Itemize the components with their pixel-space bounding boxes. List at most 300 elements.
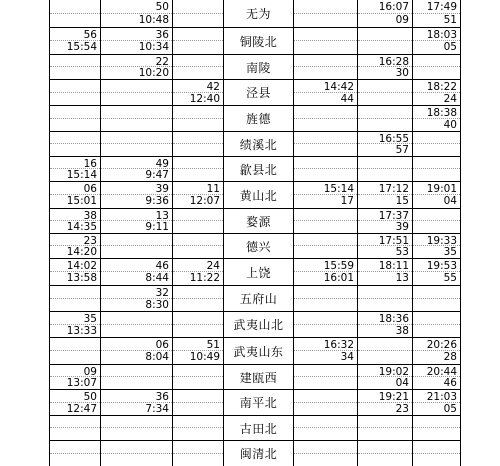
arrival-time: 51 (173, 338, 223, 351)
departure-time (173, 377, 223, 389)
time-cell (50, 234, 100, 258)
arrival-time: 46 (101, 259, 172, 272)
arrival-time: 11 (173, 182, 223, 195)
arrival-time: 14:42 (294, 80, 357, 93)
arrival-time: 32 (101, 286, 172, 299)
departure-time (173, 299, 223, 312)
arrival-time: 49 (101, 157, 172, 169)
time-cell (50, 0, 100, 27)
departure-time (294, 454, 357, 466)
arrival-time: 13 (101, 209, 172, 221)
time-cell (357, 259, 412, 285)
time-cell (100, 312, 172, 337)
time-cell (100, 234, 172, 258)
departure-time: 23 (395, 402, 409, 415)
departure-time (101, 428, 172, 440)
arrival-time (173, 441, 223, 454)
time-cell (412, 80, 460, 105)
time-cell (293, 286, 357, 311)
time-cell (172, 259, 223, 285)
arrival-time: 39 (101, 182, 172, 195)
departure-time (50, 351, 100, 364)
arrival-time (358, 441, 412, 454)
departure-time (413, 67, 460, 79)
departure-time: 11:22 (189, 272, 220, 284)
time-cell (357, 416, 412, 440)
station-name: 南陵 (223, 55, 293, 79)
departure-time: 8:30 (145, 298, 169, 311)
arrival-time (413, 416, 460, 428)
departure-time (173, 169, 223, 181)
departure-time: 09 (395, 13, 409, 26)
arrival-time (101, 416, 172, 428)
arrival-time: 38 (50, 209, 100, 221)
time-cell (50, 106, 100, 131)
time-cell (357, 286, 412, 311)
departure-time: 55 (443, 272, 457, 284)
table-row (50, 234, 460, 259)
departure-time (50, 119, 100, 132)
time-cell (412, 209, 460, 233)
departure-time (50, 144, 100, 156)
arrival-time (50, 132, 100, 144)
time-cell (100, 132, 172, 156)
arrival-time: 18:03 (413, 28, 460, 41)
arrival-time: 16:07 (358, 0, 412, 14)
time-cell (100, 209, 172, 233)
time-cell (293, 312, 357, 337)
time-cell (50, 416, 100, 440)
time-cell (357, 441, 412, 466)
departure-time (294, 144, 357, 156)
arrival-time (294, 286, 357, 299)
arrival-time (173, 416, 223, 428)
table-row (50, 209, 460, 234)
time-cell (172, 55, 223, 79)
departure-time (358, 299, 412, 312)
time-cell (293, 390, 357, 415)
arrival-time: 19:53 (413, 259, 460, 272)
time-cell (357, 209, 412, 233)
arrival-time (50, 55, 100, 67)
departure-time (358, 454, 412, 466)
time-cell (357, 28, 412, 54)
time-cell (172, 157, 223, 181)
departure-time (413, 428, 460, 440)
station-name: 绩溪北 (223, 132, 293, 156)
time-cell (357, 312, 412, 337)
table-row (50, 106, 460, 132)
time-cell (412, 286, 460, 311)
arrival-time: 16:32 (294, 338, 357, 351)
departure-time: 30 (395, 67, 409, 79)
arrival-time (50, 338, 100, 351)
departure-time (294, 67, 357, 79)
time-cell (100, 416, 172, 440)
time-cell (412, 132, 460, 156)
time-cell (172, 0, 223, 27)
departure-time: 24 (443, 92, 457, 105)
departure-time: 53 (395, 246, 409, 258)
table-row (50, 55, 460, 80)
departure-time (101, 246, 172, 258)
arrival-time (173, 390, 223, 403)
departure-time (358, 428, 412, 440)
arrival-time: 15:59 (294, 259, 357, 272)
time-cell (172, 365, 223, 389)
arrival-time (294, 157, 357, 169)
arrival-time (413, 209, 460, 221)
arrival-time (413, 157, 460, 169)
time-cell (357, 106, 412, 131)
table-row (50, 312, 460, 338)
departure-time (358, 169, 412, 181)
station-name: 武夷山北 (223, 312, 293, 337)
table-row (50, 132, 460, 157)
departure-time: 04 (395, 377, 409, 389)
departure-time: 15 (395, 195, 409, 207)
departure-time (50, 299, 100, 312)
departure-time: 9:47 (145, 169, 169, 181)
arrival-time (358, 338, 412, 351)
arrival-time: 17:37 (358, 209, 412, 221)
arrival-time (173, 157, 223, 169)
time-cell (412, 338, 460, 364)
time-cell (293, 106, 357, 131)
time-cell (357, 80, 412, 105)
time-cell (100, 182, 172, 208)
arrival-time: 19:21 (358, 390, 412, 403)
time-cell (100, 28, 172, 54)
departure-time (101, 325, 172, 338)
time-cell (100, 55, 172, 79)
arrival-time (173, 312, 223, 325)
departure-time (173, 41, 223, 54)
departure-time: 15:01 (66, 195, 97, 207)
table-row (50, 338, 460, 365)
arrival-time (50, 106, 100, 119)
time-cell (50, 286, 100, 311)
arrival-time: 36 (101, 390, 172, 403)
time-cell (100, 0, 172, 27)
station-name: 泾县 (223, 80, 293, 105)
time-cell (293, 365, 357, 389)
time-cell (100, 441, 172, 466)
station-name: 黄山北 (223, 182, 293, 208)
departure-time: 39 (395, 221, 409, 233)
time-cell (100, 80, 172, 105)
station-name: 歙县北 (223, 157, 293, 181)
departure-time (358, 119, 412, 132)
time-cell (293, 441, 357, 466)
table-row (50, 259, 460, 286)
arrival-time (173, 365, 223, 377)
departure-time: 13:07 (66, 377, 97, 389)
arrival-time (101, 365, 172, 377)
arrival-time: 16 (50, 157, 100, 169)
departure-time: 9:11 (145, 221, 169, 233)
arrival-time: 09 (50, 365, 100, 377)
time-cell (412, 259, 460, 285)
arrival-time: 23 (50, 234, 100, 246)
table-row (50, 390, 460, 416)
arrival-time: 56 (50, 28, 100, 41)
departure-time (173, 246, 223, 258)
arrival-time (173, 106, 223, 119)
time-cell (50, 365, 100, 389)
arrival-time (294, 209, 357, 221)
time-cell (412, 157, 460, 181)
time-cell (50, 441, 100, 466)
departure-time (101, 377, 172, 389)
table-row (50, 365, 460, 390)
time-cell (50, 132, 100, 156)
time-cell (357, 157, 412, 181)
station-name: 古田北 (223, 416, 293, 440)
departure-time (50, 14, 100, 28)
station-name: 闽清北 (223, 441, 293, 466)
time-cell (293, 182, 357, 208)
departure-time: 8:04 (145, 351, 169, 363)
departure-time: 28 (443, 351, 457, 363)
time-cell (357, 365, 412, 389)
arrival-time (413, 132, 460, 144)
table-row (50, 157, 460, 182)
departure-time (294, 299, 357, 312)
departure-time (358, 351, 412, 364)
station-name: 上饶 (223, 259, 293, 285)
time-cell (172, 28, 223, 54)
departure-time (294, 169, 357, 181)
departure-time (173, 14, 223, 28)
arrival-time (358, 416, 412, 428)
departure-time: 12:07 (189, 195, 220, 207)
departure-time (173, 221, 223, 233)
departure-time (173, 454, 223, 466)
arrival-time (173, 286, 223, 299)
departure-time (358, 41, 412, 54)
time-cell (293, 28, 357, 54)
departure-time: 13:58 (66, 272, 97, 284)
time-cell (357, 132, 412, 156)
arrival-time (173, 55, 223, 67)
arrival-time (358, 286, 412, 299)
departure-time: 05 (443, 41, 457, 53)
time-cell (50, 259, 100, 285)
departure-time (294, 377, 357, 389)
arrival-time (173, 28, 223, 41)
time-cell (412, 55, 460, 79)
arrival-time (294, 132, 357, 144)
arrival-time (358, 106, 412, 119)
departure-time (294, 119, 357, 132)
departure-time (294, 428, 357, 440)
departure-time (50, 67, 100, 79)
time-cell (357, 55, 412, 79)
departure-time (294, 246, 357, 258)
time-cell (100, 157, 172, 181)
time-cell (293, 0, 357, 27)
time-cell (50, 28, 100, 54)
departure-time (413, 144, 460, 156)
time-cell (357, 390, 412, 415)
departure-time (413, 325, 460, 338)
arrival-time (101, 106, 172, 119)
time-cell (100, 106, 172, 131)
arrival-time (50, 0, 100, 14)
departure-time (173, 325, 223, 338)
time-cell (172, 286, 223, 311)
departure-time: 44 (340, 92, 354, 105)
time-cell (293, 157, 357, 181)
departure-time (294, 325, 357, 338)
arrival-time: 14:02 (50, 259, 100, 272)
time-cell (172, 106, 223, 131)
departure-time: 51 (443, 13, 457, 26)
time-cell (100, 286, 172, 311)
departure-time: 15:54 (66, 41, 97, 53)
departure-time: 15:14 (66, 169, 97, 181)
arrival-time: 18:38 (413, 106, 460, 119)
station-name: 无为 (223, 0, 293, 27)
departure-time: 35 (443, 246, 457, 258)
arrival-time: 20:26 (413, 338, 460, 351)
departure-time: 13:33 (66, 324, 97, 337)
departure-time: 40 (443, 118, 457, 131)
time-cell (50, 157, 100, 181)
departure-time: 14:20 (66, 246, 97, 258)
time-cell (50, 80, 100, 105)
arrival-time (294, 0, 357, 14)
time-cell (357, 234, 412, 258)
arrival-time: 17:49 (413, 0, 460, 14)
arrival-time (101, 441, 172, 454)
departure-time: 10:20 (138, 67, 169, 79)
arrival-time (173, 0, 223, 14)
departure-time (101, 454, 172, 466)
departure-time (173, 67, 223, 79)
time-cell (172, 441, 223, 466)
departure-time: 10:48 (138, 13, 169, 26)
departure-time (358, 93, 412, 106)
table-row (50, 416, 460, 441)
departure-time (294, 14, 357, 28)
arrival-time (294, 390, 357, 403)
time-cell (412, 441, 460, 466)
departure-time: 34 (340, 351, 354, 363)
station-name: 婺源 (223, 209, 293, 233)
time-cell (100, 338, 172, 364)
time-cell (50, 55, 100, 79)
time-cell (172, 312, 223, 337)
arrival-time (50, 441, 100, 454)
time-cell (293, 416, 357, 440)
time-cell (412, 365, 460, 389)
time-cell (50, 209, 100, 233)
time-cell (412, 106, 460, 131)
time-cell (50, 312, 100, 337)
table-row (50, 182, 460, 209)
time-cell (293, 132, 357, 156)
table-row (50, 286, 460, 312)
time-cell (50, 390, 100, 415)
departure-time (173, 428, 223, 440)
departure-time (101, 93, 172, 106)
arrival-time (294, 234, 357, 246)
time-cell (172, 416, 223, 440)
time-cell (412, 182, 460, 208)
time-cell (412, 390, 460, 415)
station-name: 德兴 (223, 234, 293, 258)
time-cell (357, 0, 412, 27)
arrival-time (413, 312, 460, 325)
arrival-time: 50 (50, 390, 100, 403)
time-cell (412, 312, 460, 337)
time-cell (50, 338, 100, 364)
arrival-time: 06 (50, 182, 100, 195)
departure-time (413, 299, 460, 312)
station-name: 旌德 (223, 106, 293, 131)
time-cell (172, 234, 223, 258)
table-row (50, 441, 460, 466)
departure-time (294, 221, 357, 233)
arrival-time (413, 441, 460, 454)
departure-time (173, 144, 223, 156)
departure-time: 8:44 (145, 272, 169, 284)
departure-time (101, 144, 172, 156)
time-cell (293, 234, 357, 258)
table-row (50, 28, 460, 55)
arrival-time: 15:14 (294, 182, 357, 195)
arrival-time (173, 132, 223, 144)
station-name: 南平北 (223, 390, 293, 415)
departure-time (413, 454, 460, 466)
time-cell (293, 55, 357, 79)
departure-time: 16:01 (323, 272, 354, 284)
time-cell (172, 132, 223, 156)
time-cell (412, 0, 460, 27)
station-name: 五府山 (223, 286, 293, 311)
departure-time: 14:35 (66, 221, 97, 233)
time-cell (357, 338, 412, 364)
arrival-time: 16:28 (358, 55, 412, 67)
departure-time: 13 (395, 272, 409, 284)
departure-time: 10:49 (189, 351, 220, 363)
arrival-time (173, 234, 223, 246)
time-cell (172, 390, 223, 415)
departure-time (50, 454, 100, 466)
arrival-time: 18:11 (358, 259, 412, 272)
arrival-time (358, 28, 412, 41)
time-cell (293, 80, 357, 105)
arrival-time (294, 312, 357, 325)
arrival-time (101, 234, 172, 246)
time-cell (172, 338, 223, 364)
departure-time (413, 221, 460, 233)
arrival-time: 19:01 (413, 182, 460, 195)
arrival-time (294, 28, 357, 41)
timetable (49, 0, 461, 466)
time-cell (293, 259, 357, 285)
time-cell (172, 80, 223, 105)
departure-time (101, 119, 172, 132)
departure-time: 12:40 (189, 92, 220, 105)
arrival-time: 35 (50, 312, 100, 325)
time-cell (172, 209, 223, 233)
arrival-time (358, 157, 412, 169)
departure-time (413, 169, 460, 181)
departure-time (294, 41, 357, 54)
